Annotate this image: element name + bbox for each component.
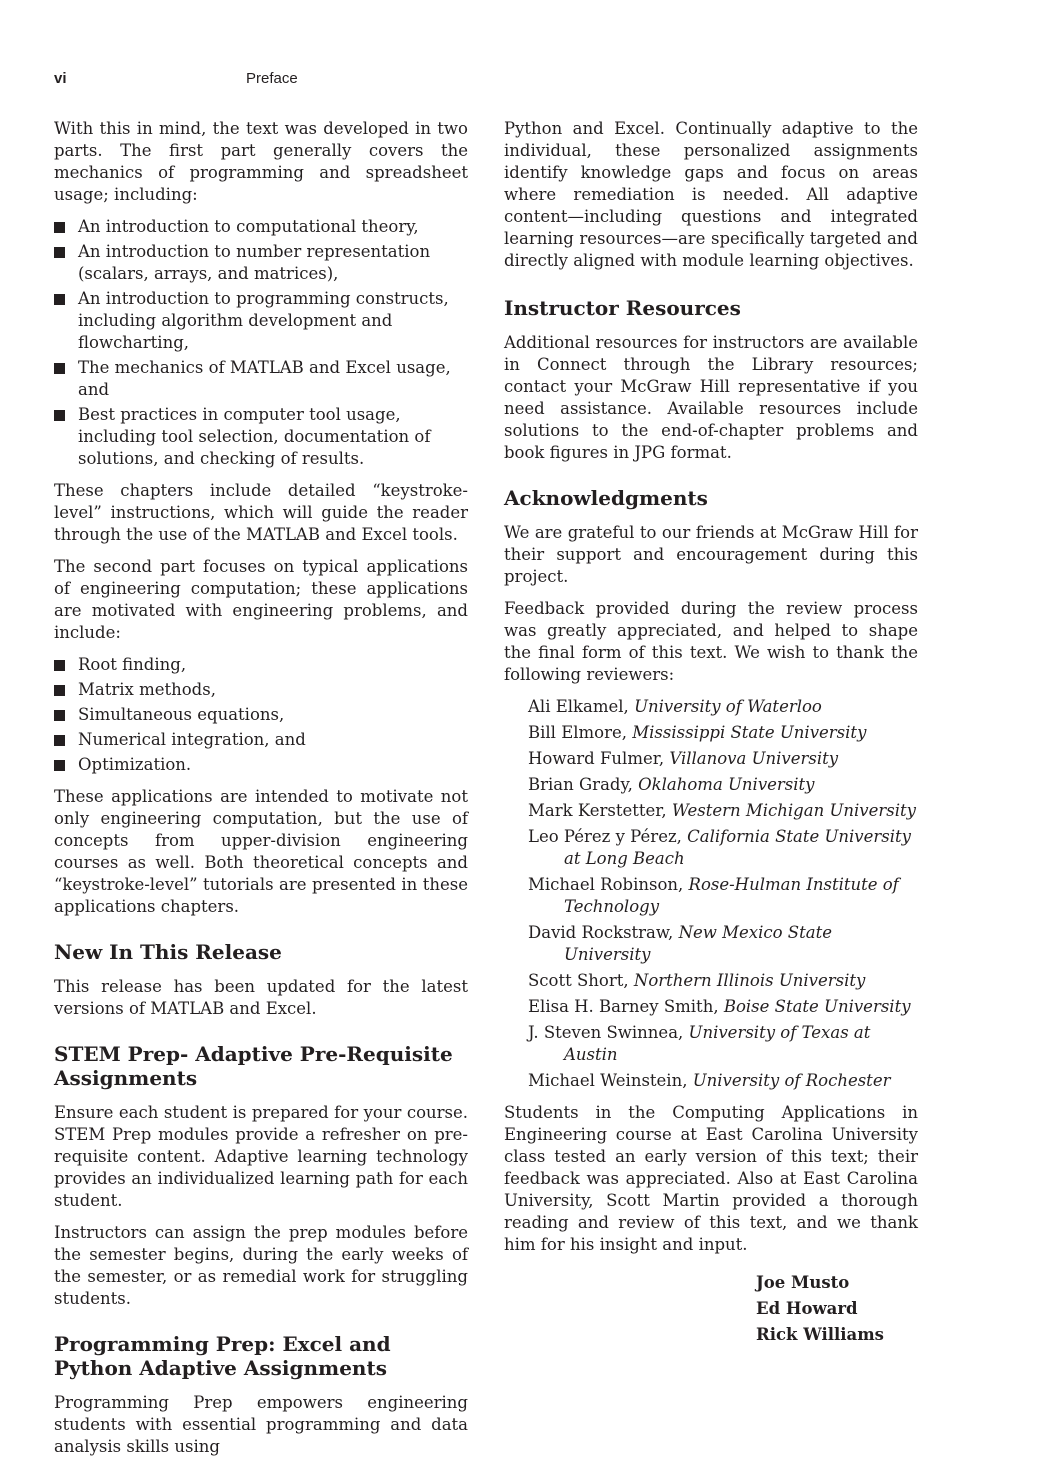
- new-release-heading: New In This Release: [54, 940, 282, 964]
- part1-bullet-list: [54, 216, 468, 470]
- square-bullet-icon: [54, 660, 65, 671]
- reviewer-entry: Michael Robinson, Rose-Hulman Institute of Technology: [528, 875, 899, 916]
- acknowledgments-paragraph-1: We are grateful to our friends at McGraw Hill for their support and encouragement during this project.: [504, 523, 918, 586]
- author-name: Joe Musto: [756, 1273, 850, 1292]
- reviewer-entry: J. Steven Swinnea, University of Texas at Austin: [528, 1023, 871, 1064]
- list-item: An introduction to computational theory,: [54, 216, 468, 238]
- reviewer-entry: Howard Fulmer, Villanova University: [528, 749, 839, 768]
- list-item: Numerical integration, and: [54, 729, 468, 751]
- list-item: An introduction to programming constructs, including algorithm development and flowcharting,: [54, 288, 468, 354]
- part2-bullet-list: [54, 654, 468, 776]
- reviewer-entry: Michael Weinstein, University of Rochester: [528, 1071, 891, 1090]
- left-column: [54, 118, 468, 1468]
- author-name: Ed Howard: [756, 1299, 858, 1318]
- square-bullet-icon: [54, 247, 65, 258]
- intro-paragraph: With this in mind, the text was developed in two parts. The first part generally covers the mechanics of programming and spreadsheet usage; including:: [54, 119, 468, 204]
- running-head: [54, 70, 954, 92]
- acknowledgments-paragraph-2: Feedback provided during the review process was greatly appreciated, and helped to shape the final form of this text. We wish to thank the following reviewers:: [504, 599, 918, 684]
- square-bullet-icon: [54, 685, 65, 696]
- square-bullet-icon: [54, 760, 65, 771]
- author-signatures: [756, 1270, 918, 1348]
- new-release-paragraph: This release has been updated for the latest versions of MATLAB and Excel.: [54, 977, 468, 1018]
- stem-prep-paragraph-1: Ensure each student is prepared for your course. STEM Prep modules provide a refresher on pre-requisite content. Adaptive learning technology provides an individualized learning path for each student.: [54, 1103, 468, 1210]
- reviewer-entry: Brian Grady, Oklahoma University: [528, 775, 815, 794]
- square-bullet-icon: [54, 735, 65, 746]
- square-bullet-icon: [54, 363, 65, 374]
- list-item: Matrix methods,: [54, 679, 468, 701]
- reviewer-entry: Bill Elmore, Mississippi State University: [528, 723, 867, 742]
- reviewer-entry: David Rockstraw, New Mexico State University: [528, 923, 832, 964]
- reviewer-entry: Mark Kerstetter, Western Michigan University: [528, 801, 916, 820]
- right-column: [504, 118, 918, 1348]
- programming-prep-paragraph-start: Programming Prep empowers engineering students with essential programming and data analysis skills using: [54, 1393, 468, 1456]
- second-part-paragraph: The second part focuses on typical applications of engineering computation; these applications are motivated with engineering problems, and include:: [54, 557, 468, 642]
- list-item: Optimization.: [54, 754, 468, 776]
- instructor-resources-paragraph: Additional resources for instructors are available in Connect through the Library resources; contact your McGraw Hill representative if you need assistance. Available resources include solutions to the end-of-chapter problems and book figures in JPG format.: [504, 333, 918, 462]
- reviewer-entry: Scott Short, Northern Illinois University: [528, 971, 866, 990]
- square-bullet-icon: [54, 222, 65, 233]
- keystroke-paragraph: These chapters include detailed “keystroke-level” instructions, which will guide the reader through the use of the MATLAB and Excel tools.: [54, 481, 468, 544]
- square-bullet-icon: [54, 710, 65, 721]
- list-item: Simultaneous equations,: [54, 704, 468, 726]
- stem-prep-heading: STEM Prep- Adaptive Pre-Requisite Assignments: [54, 1042, 453, 1090]
- section-name: Preface: [246, 70, 298, 87]
- reviewer-entry: Elisa H. Barney Smith, Boise State University: [528, 997, 911, 1016]
- reviewer-entry: Ali Elkamel, University of Waterloo: [528, 697, 822, 716]
- page-number: vi: [54, 70, 67, 87]
- list-item: Best practices in computer tool usage, including tool selection, documentation of solutions, and checking of results.: [54, 404, 468, 470]
- instructor-resources-heading: Instructor Resources: [504, 296, 741, 320]
- acknowledgments-heading: Acknowledgments: [504, 486, 708, 510]
- acknowledgments-paragraph-3: Students in the Computing Applications in Engineering course at East Carolina University class tested an early version of this text; their feedback was appreciated. Also at East Carolina University, Scott Martin provided a thorough reading and review of this text, and we thank him for his insight and input.: [504, 1103, 918, 1254]
- square-bullet-icon: [54, 294, 65, 305]
- programming-prep-heading: Programming Prep: Excel and Python Adaptive Assignments: [54, 1332, 391, 1380]
- author-name: Rick Williams: [756, 1325, 884, 1344]
- programming-prep-paragraph-end: Python and Excel. Continually adaptive to the individual, these personalized assignments identify knowledge gaps and focus on areas where remediation is needed. All adaptive content—including questions and integrated learning resources—are specifically targeted and directly aligned with module learning objectives.: [504, 119, 918, 270]
- list-item: The mechanics of MATLAB and Excel usage, and: [54, 357, 468, 401]
- reviewer-entry: Leo Pérez y Pérez, California State University at Long Beach: [528, 827, 911, 868]
- stem-prep-paragraph-2: Instructors can assign the prep modules before the semester begins, during the early weeks of the semester, or as remedial work for struggling students.: [54, 1223, 468, 1308]
- reviewer-list: [528, 696, 918, 1092]
- list-item: Root finding,: [54, 654, 468, 676]
- list-item: An introduction to number representation (scalars, arrays, and matrices),: [54, 241, 468, 285]
- square-bullet-icon: [54, 410, 65, 421]
- applications-paragraph: These applications are intended to motivate not only engineering computation, but the use of concepts from upper-division engineering courses as well. Both theoretical concepts and “keystroke-level” tutorials are presented in these applications chapters.: [54, 787, 468, 916]
